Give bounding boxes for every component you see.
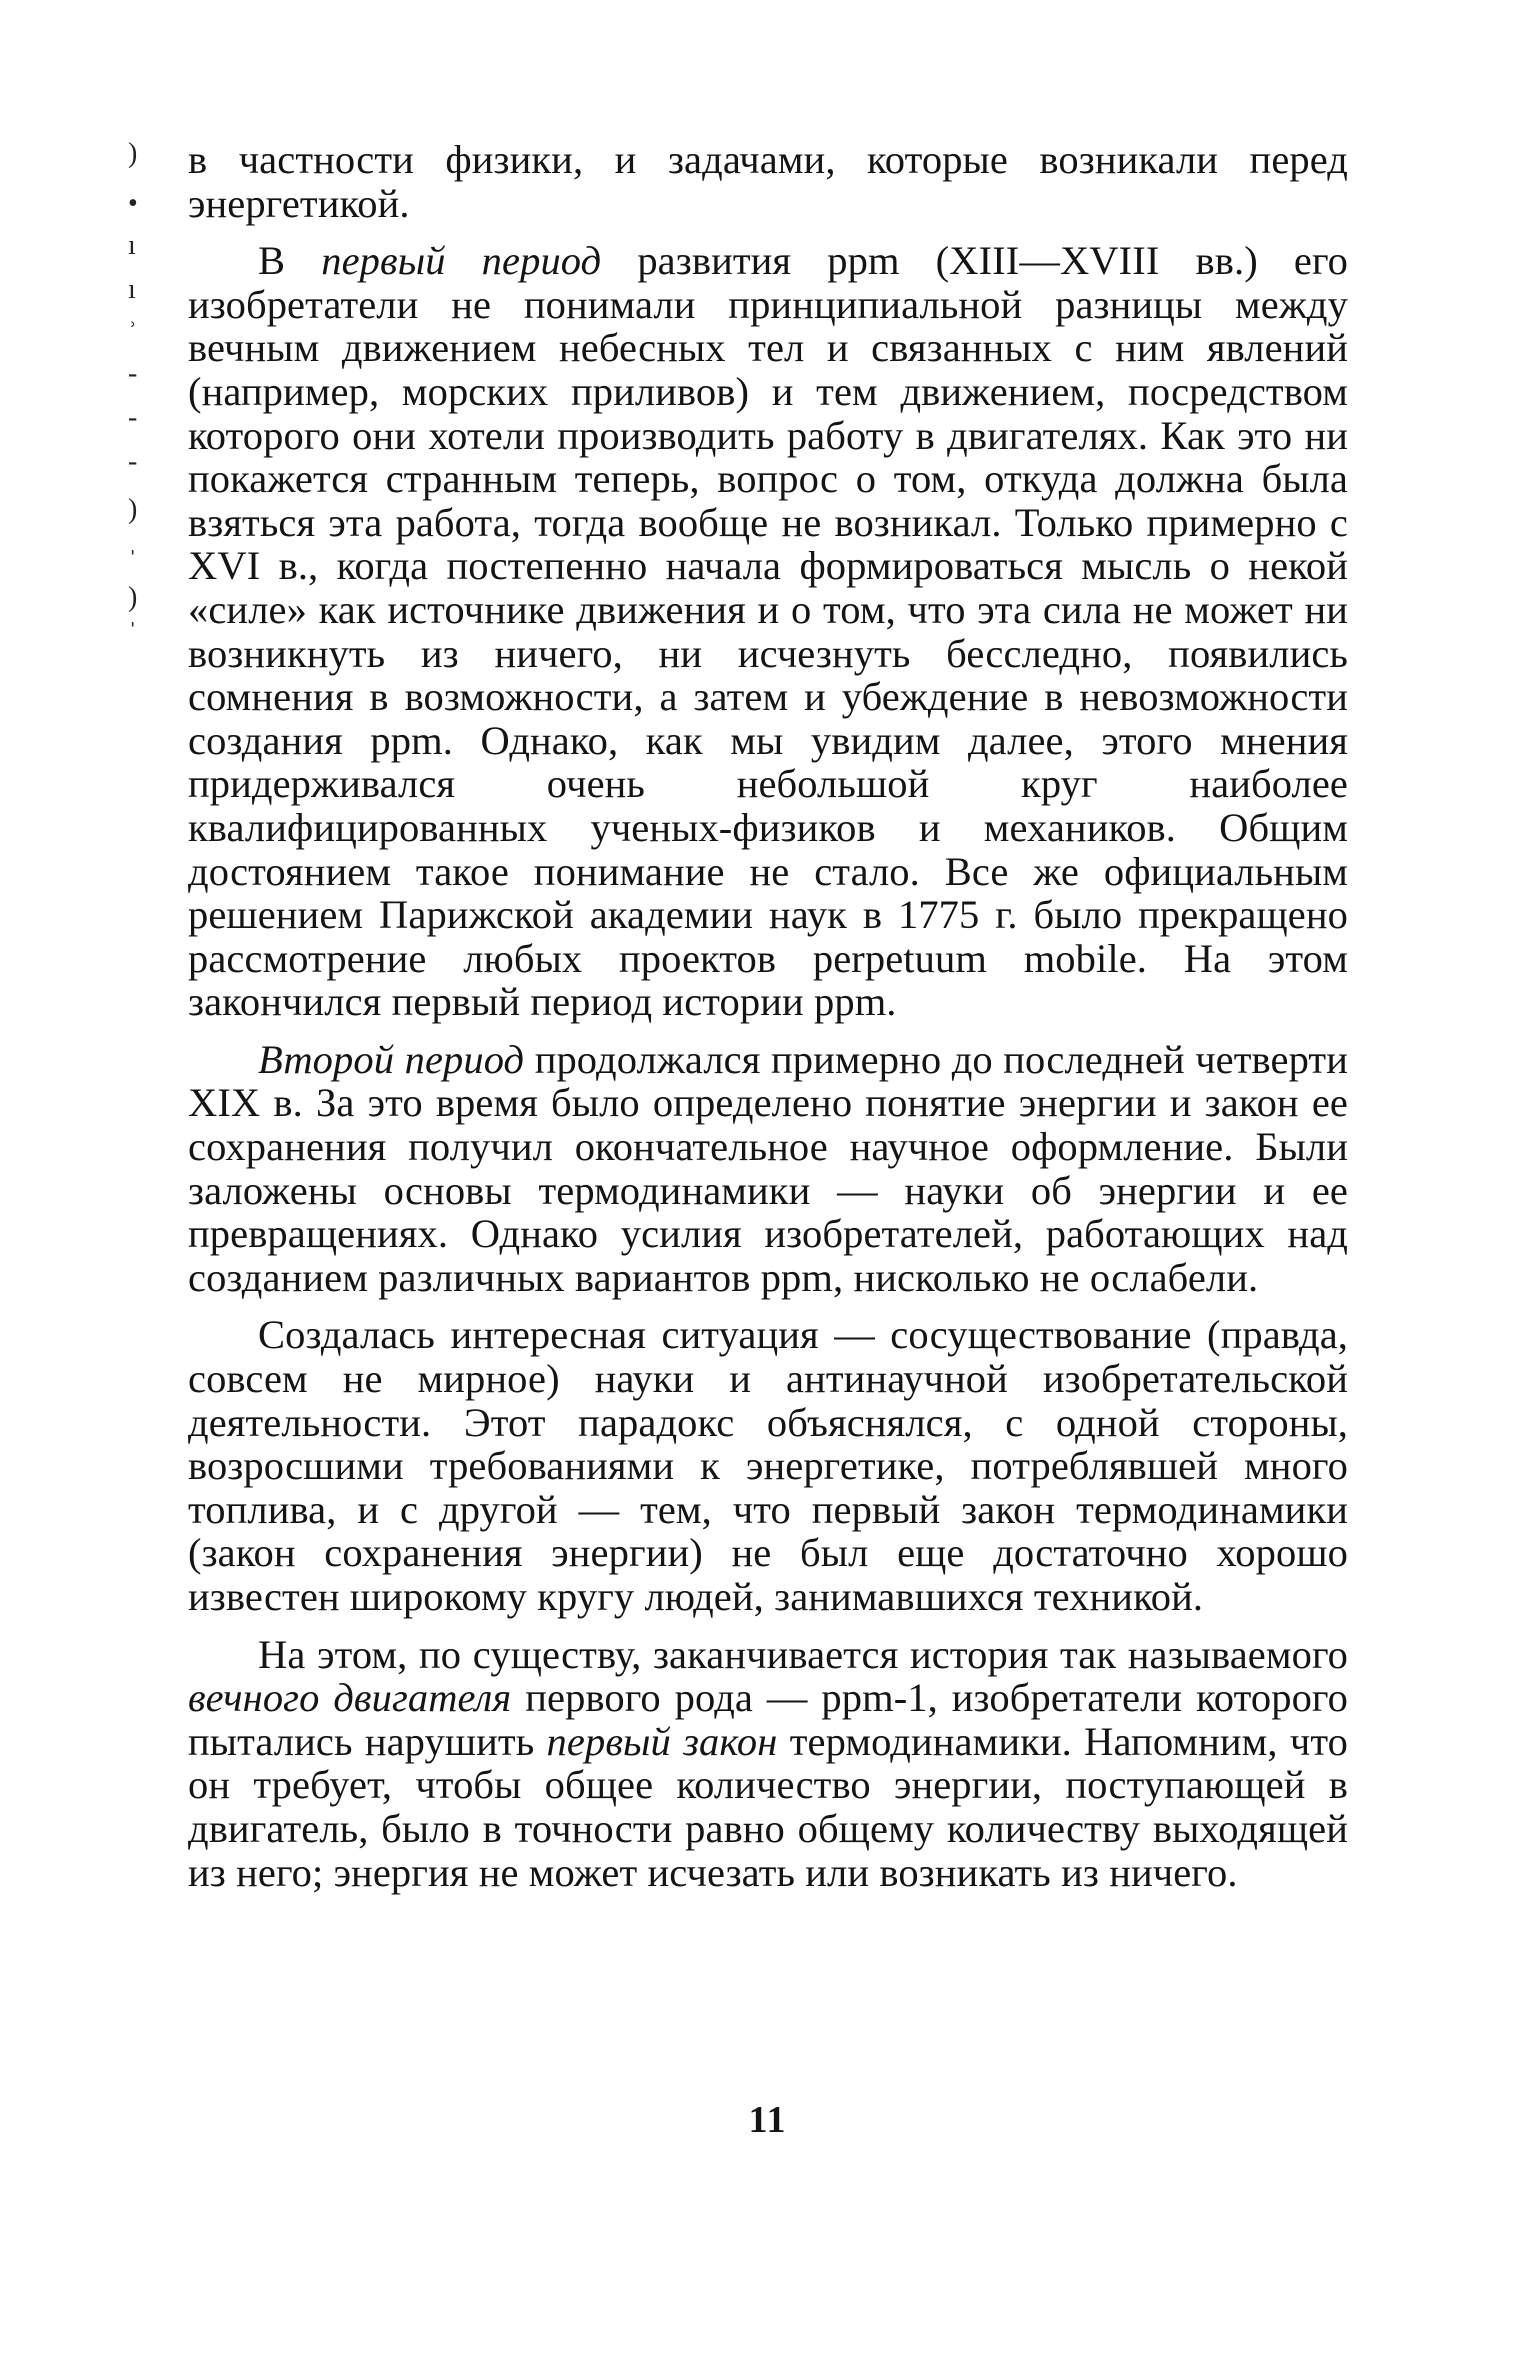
margin-mark: -: [128, 446, 138, 477]
margin-mark: ı: [128, 274, 136, 305]
text-run: развития ppm (XIII—XVIII вв.) его изобретатели не понимали принципиальной разницы между вечным движением небесных тел и связанных с ним явлений (например, морских приливов) и тем движением, посредством которого они хотели производить работу в двигателях. Как это ни покажется странным теперь, вопрос о том, откуда должна была взяться эта работа, тогда вообще не возникал. Только примерно с XVI в., когда постепенно начала формироваться мысль о некой «силе» как источнике движения и о том, что эта сила не может ни возникнуть из ничего, ни исчезнуть бесследно, появились сомнения в возможности, а затем и убеждение в невозможности создания ppm. Однако, как мы увидим далее, этого мнения придерживался очень небольшой круг наиболее квалифицированных ученых-физиков и механиков. Общим достоянием такое понимание не стало. Все же официальным решением Парижской академии наук в 1775 г. было прекращено рассмотрение любых проектов perpetuum mobile. На этом закончился первый период истории ppm.: [188, 238, 1349, 1025]
text-run: В: [258, 238, 322, 284]
emphasis-second-period: Второй период: [258, 1036, 525, 1082]
margin-mark: ʾ: [128, 318, 138, 349]
emphasis-perpetual-motion: вечного двигателя: [188, 1675, 512, 1721]
text-run: На этом, по существу, заканчивается история так называемого: [258, 1631, 1348, 1677]
paragraph-first-law: [188, 1633, 1348, 1895]
margin-mark: ): [128, 138, 138, 169]
margin-mark: ˈ: [128, 618, 138, 649]
margin-mark: ): [128, 582, 138, 613]
margin-mark: -: [128, 402, 138, 433]
margin-mark: •: [128, 188, 138, 219]
page-body: [188, 138, 1348, 1908]
emphasis-first-law: первый закон: [546, 1718, 778, 1764]
margin-mark: ˈ: [128, 546, 138, 577]
paragraph-second-period: [188, 1038, 1348, 1300]
text-run: продолжался примерно до последней четверти XIX в. За это время было определено понятие энергии и закон ее сохранения получил окончательное научное оформление. Были заложены основы термодинамики — науки об энергии и ее превращениях. Однако усилия изобретателей, работающих над созданием различных вариантов ppm, нисколько не ослабели.: [188, 1036, 1349, 1300]
paragraph-paradox: Создалась интересная ситуация — сосуществование (правда, совсем не мирное) науки и антинаучной изобретательской деятельности. Этот парадокс объяснялся, с одной стороны, возросшими требованиями к энергетике, потреблявшей много топлива, и с другой — тем, что первый закон термодинамики (закон сохранения энергии) не был еще достаточно хорошо известен широкому кругу людей, занимавшихся техникой.: [188, 1312, 1348, 1619]
emphasis-first-period: первый период: [321, 238, 602, 284]
margin-mark: ): [128, 494, 138, 525]
paragraph-first-period: [188, 239, 1348, 1024]
margin-mark: ı: [128, 230, 136, 261]
text-run: первого рода — ppm-1, изобретатели которого пытались нарушить: [188, 1675, 1348, 1764]
paragraph-continuation: в частности физики, и задачами, которые возникали перед энергетикой.: [188, 137, 1348, 226]
margin-mark: -: [128, 358, 138, 389]
text-run: термодинамики. Напомним, что он требует, чтобы общее количество энергии, поступающей в двигатель, было в точности равно общему количеству выходящей из него; энергия не может исчезать или возникать из ничего.: [188, 1718, 1348, 1895]
page-number: 11: [748, 2099, 787, 2141]
